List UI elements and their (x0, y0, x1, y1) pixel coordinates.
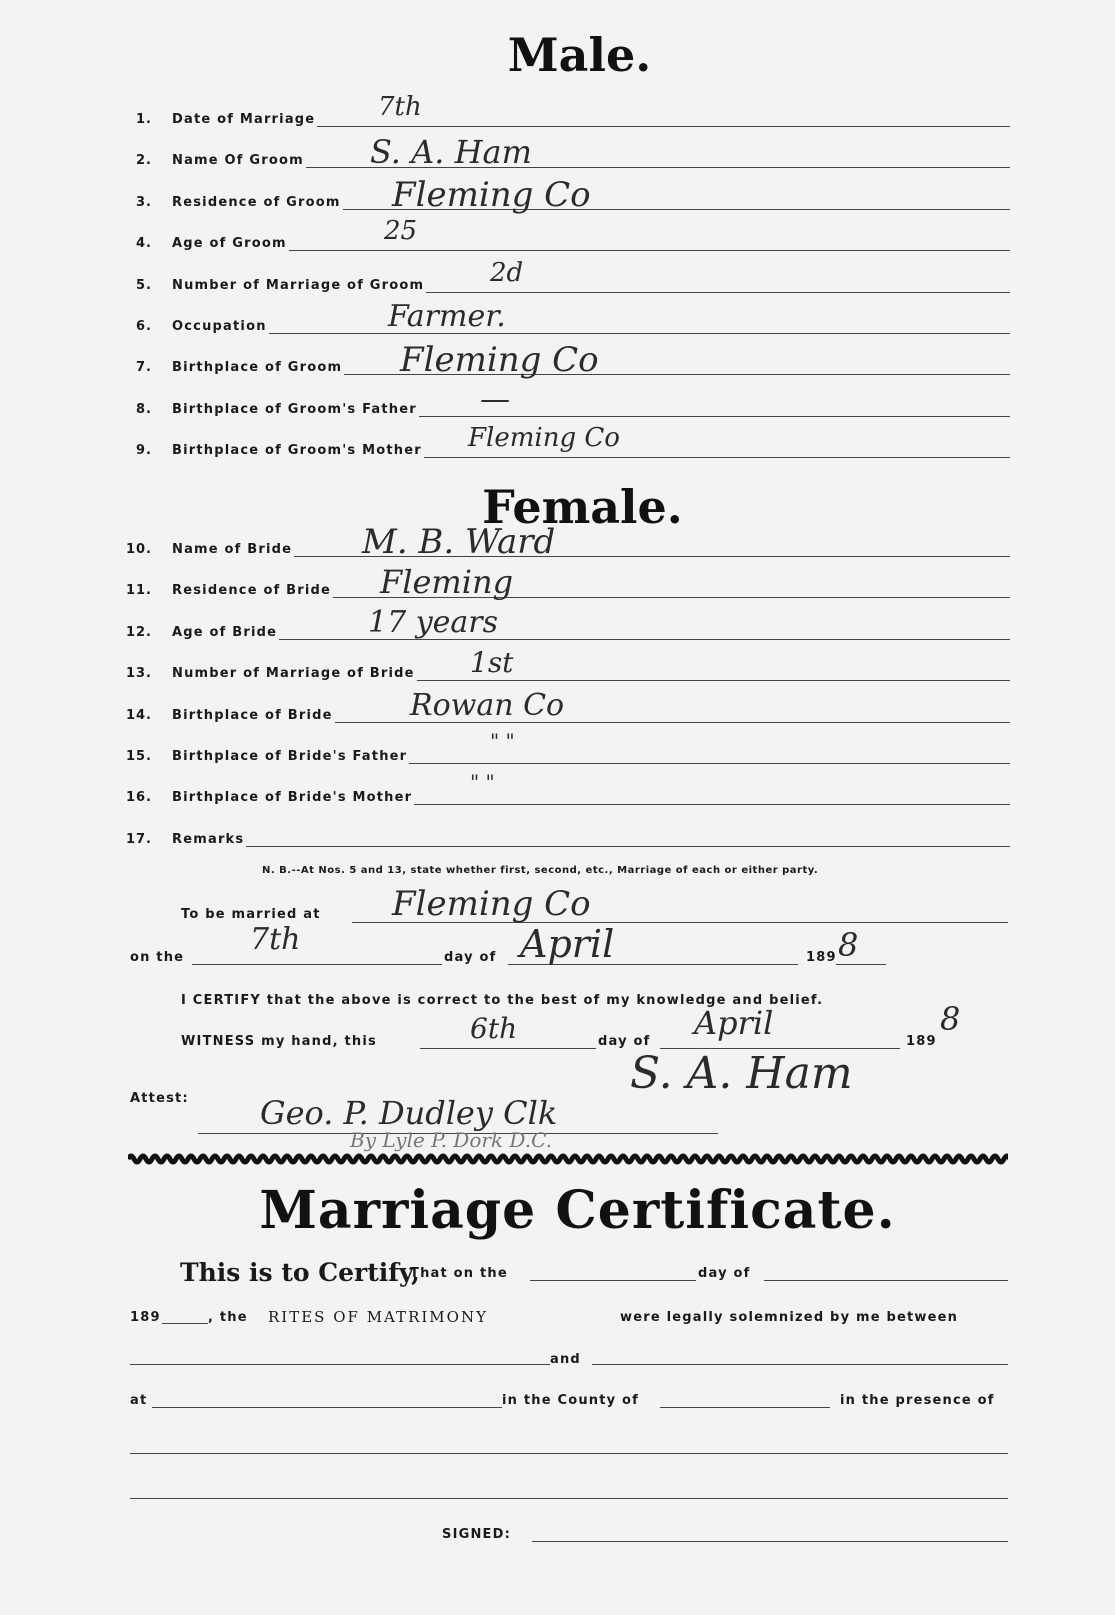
witness-line-2 (130, 1498, 1008, 1499)
signed-line (532, 1541, 1008, 1542)
field-number: 2. (136, 153, 152, 169)
note-text: N. B.--At Nos. 5 and 13, state whether first, second, etc., Marriage of each or either party. (262, 865, 819, 876)
witness-year-prefix: 189 (906, 1034, 937, 1049)
day-of-label: day of (444, 950, 497, 965)
marriage-year-value: 8 (838, 926, 859, 964)
witness-year-value: 8 (940, 1000, 961, 1038)
male-heading: Male. (507, 28, 652, 82)
certificate-heading: Marriage Certificate. (259, 1180, 896, 1241)
witness-month-value: April (694, 1004, 774, 1042)
that-on-the-label: That on the (410, 1266, 508, 1281)
form-row (0, 381, 1115, 426)
witness-day-line (420, 1048, 596, 1049)
marriage-month-value: April (520, 922, 615, 966)
certify-text: I CERTIFY that the above is correct to the best of my knowledge and belief. (181, 993, 824, 1008)
form-row (0, 92, 1115, 136)
form-row (0, 522, 1115, 566)
field-label: Number of Marriage of Bride (172, 666, 415, 682)
year-prefix: 189 (806, 950, 837, 965)
field-label: Remarks (172, 831, 245, 847)
field-label: Number of Marriage of Groom (172, 277, 425, 293)
form-row (0, 174, 1115, 219)
field-value: Fleming Co (400, 340, 599, 381)
field-line (172, 556, 1010, 557)
married-at-value: Fleming Co (392, 884, 591, 924)
field-number: 14. (125, 707, 152, 723)
field-label: Birthplace of Groom's Father (172, 401, 417, 417)
form-row (0, 687, 1115, 732)
witness-day-of-label: day of (598, 1034, 651, 1049)
attest-label: Attest: (130, 1091, 189, 1106)
field-number: 7. (136, 360, 152, 376)
field-value: — (480, 381, 510, 417)
signed-label: SIGNED: (442, 1527, 512, 1542)
field-label: Date of Marriage (172, 112, 316, 127)
rites-of-matrimony: RITES OF MATRIMONY (268, 1308, 488, 1326)
field-number: 8. (136, 401, 152, 417)
field-value: Rowan Co (410, 687, 565, 723)
form-row (0, 216, 1115, 260)
field-line (172, 250, 1010, 251)
marriage-day-value: 7th (250, 922, 301, 957)
groom-signature: S. A. Ham (630, 1048, 853, 1099)
cert-month-line (764, 1280, 1008, 1281)
clerk-signature: Geo. P. Dudley Clk (260, 1094, 558, 1132)
field-label: Name Of Groom (172, 153, 304, 169)
field-value: 1st (470, 646, 514, 680)
field-value: Fleming (380, 563, 514, 602)
form-row (0, 299, 1115, 343)
field-line (172, 639, 1010, 640)
field-label: Residence of Bride (172, 583, 332, 599)
field-number: 5. (136, 277, 152, 293)
cert-year-line (162, 1323, 208, 1324)
field-label: Birthplace of Groom (172, 360, 343, 376)
county-label: in the County of (502, 1393, 640, 1408)
field-line (172, 846, 1010, 847)
form-row (0, 770, 1115, 814)
field-value: M. B. Ward (362, 522, 556, 562)
field-number: 12. (125, 624, 152, 640)
cert-day-of-label: day of (698, 1266, 751, 1281)
field-label: Birthplace of Bride's Father (172, 749, 408, 764)
field-value: S. A. Ham (370, 133, 532, 172)
field-value: Fleming Co (468, 423, 620, 454)
form-row (0, 604, 1115, 649)
party-two-line (592, 1364, 1008, 1365)
field-number: 15. (125, 749, 152, 764)
party-one-line (130, 1364, 550, 1365)
cert-the: , the (208, 1310, 248, 1325)
county-line (660, 1407, 830, 1408)
form-row (0, 340, 1115, 384)
field-label: Birthplace of Bride (172, 707, 333, 723)
field-number: 11. (125, 583, 152, 599)
field-label: Residence of Groom (172, 194, 341, 210)
form-row (0, 563, 1115, 607)
at-line (152, 1407, 502, 1408)
field-value: 7th (378, 92, 422, 122)
field-number: 17. (125, 831, 152, 847)
this-is-to-certify: This is to Certify, (180, 1258, 420, 1287)
solemnized-text: were legally solemnized by me between (620, 1310, 959, 1325)
cert-day-line (530, 1280, 696, 1281)
and-label: and (550, 1352, 581, 1367)
field-label: Age of Groom (172, 236, 287, 252)
form-row (0, 826, 1115, 856)
on-the-label: on the (130, 950, 185, 965)
field-label: Birthplace of Groom's Mother (172, 443, 422, 459)
deputy-signature: By Lyle P. Dork D.C. (350, 1128, 553, 1152)
field-value: " " (470, 770, 495, 795)
field-value: 17 years (368, 604, 499, 640)
field-number: 10. (125, 542, 152, 557)
at-label: at (130, 1393, 148, 1408)
field-number: 13. (125, 666, 152, 682)
year-line (836, 964, 886, 965)
field-number: 3. (136, 194, 152, 210)
form-row (0, 423, 1115, 467)
form-row (0, 646, 1115, 690)
married-at-label: To be married at (181, 907, 321, 922)
field-number: 6. (136, 319, 152, 334)
field-value: Fleming Co (392, 174, 591, 215)
field-label: Age of Bride (172, 624, 278, 640)
field-value: 2d (490, 257, 524, 288)
day-line (192, 964, 442, 965)
form-row (0, 729, 1115, 773)
field-label: Birthplace of Bride's Mother (172, 790, 413, 806)
wavy-divider (128, 1152, 1008, 1166)
field-value: 25 (384, 216, 418, 247)
witness-line-1 (130, 1453, 1008, 1454)
field-line (172, 333, 1010, 334)
form-row (0, 257, 1115, 302)
witness-label: WITNESS my hand, this (181, 1034, 377, 1049)
field-number: 4. (136, 236, 152, 252)
form-row (0, 133, 1115, 177)
field-number: 9. (136, 443, 152, 459)
field-number: 16. (125, 790, 152, 806)
cert-year-prefix: 189 (130, 1310, 161, 1325)
presence-label: in the presence of (840, 1393, 995, 1408)
female-heading: Female. (482, 480, 683, 534)
field-value: " " (490, 729, 515, 753)
field-label: Occupation (172, 319, 267, 334)
witness-day-value: 6th (470, 1012, 518, 1045)
field-value: Farmer. (388, 299, 506, 334)
field-label: Name of Bride (172, 542, 293, 557)
field-number: 1. (136, 112, 152, 127)
